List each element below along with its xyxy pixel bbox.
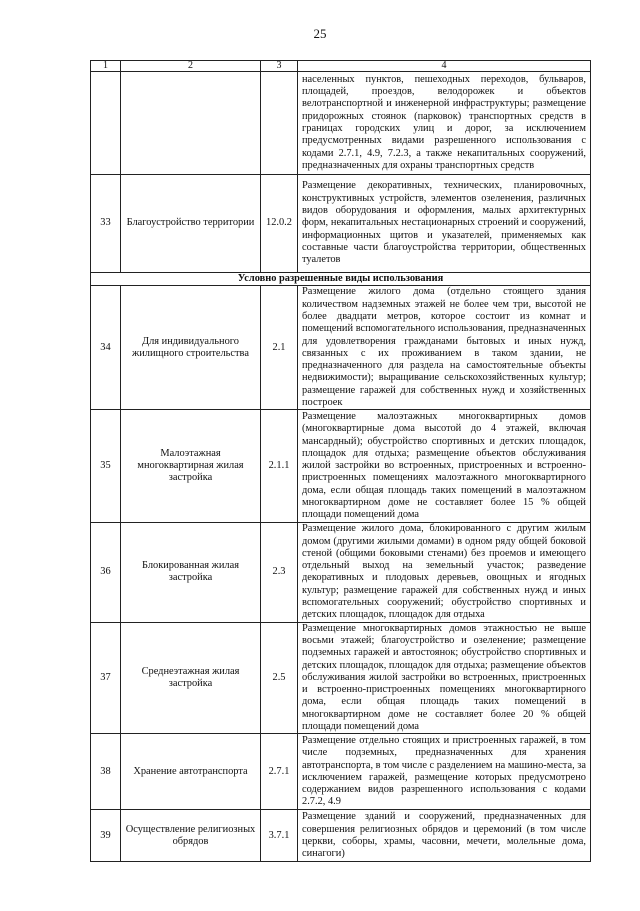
section-heading: Условно разрешенные виды использования: [91, 273, 591, 286]
row-description: Размещение многоквартирных домов этажностью не выше восьми этажей; благоустройство и озеленение; размещение подземных гаражей и автостоянок; обустройство спортивных и детских площадок, площадок для отдыха; размещение объектов обслуживания жилой застройки во встроенных, пристроенных и встроенно-пристроенных помещениях многоквартирного дома, если общая площадь таких помещений в многоквартирном доме не составляет более 20 % общей площади помещений дома: [298, 622, 591, 734]
table-row: [91, 410, 591, 523]
row-name: Среднеэтажная жилая застройка: [121, 622, 261, 734]
row-number: 37: [91, 622, 121, 734]
header-col-1: 1: [91, 61, 121, 72]
row-name: Благоустройство территории: [121, 175, 261, 273]
page-number: 25: [313, 26, 327, 41]
section-heading-row: [91, 273, 591, 286]
row-name: Осуществление религиозных обрядов: [121, 810, 261, 862]
row-description: Размещение жилого дома (отдельно стоящего здания количеством надземных этажей не более чем три, высотой не более двадцати метров, которое состоит из комнат и помещений вспомогательного использования, предназначенных для удовлетворения гражданами бытовых и иных нужд, связанных с их проживанием в таком здании, не предназначенного для раздела на самостоятельные объекты недвижимости); выращивание сельскохозяйственных культур; размещение гаражей для собственных нужд и хозяйственных построек: [298, 286, 591, 410]
table-row: [91, 734, 591, 810]
row-description: Размещение малоэтажных многоквартирных домов (многоквартирные дома высотой до 4 этажей, включая мансардный); обустройство спортивных и детских площадок, площадок для отдыха; размещение объектов обслуживания жилой застройки во встроенных, пристроенных и встроенно-пристроенных помещениях малоэтажного многоквартирного дома, если общая площадь таких помещений в малоэтажном многоквартирном доме не составляет более 15 % общей площади помещений дома: [298, 410, 591, 523]
table-row: [91, 622, 591, 734]
row-code: 2.1: [261, 286, 298, 410]
row-code: 2.5: [261, 622, 298, 734]
header-col-3: 3: [261, 61, 298, 72]
row-description: Размещение зданий и сооружений, предназначенных для совершения религиозных обрядов и церемоний (в том числе церкви, соборы, храмы, часовни, мечети, молельные дома, синагоги): [298, 810, 591, 862]
table-header-row: [91, 61, 591, 72]
table-row-continuation: [91, 72, 591, 175]
table-row: [91, 175, 591, 273]
table-row: [91, 523, 591, 622]
row-number: 35: [91, 410, 121, 523]
row-number: 36: [91, 523, 121, 622]
row-code: 12.0.2: [261, 175, 298, 273]
row-name: Для индивидуального жилищного строительства: [121, 286, 261, 410]
row-name: Малоэтажная многоквартирная жилая застройка: [121, 410, 261, 523]
row-code: 2.3: [261, 523, 298, 622]
row-description: Размещение декоративных, технических, планировочных, конструктивных устройств, элементов озеленения, различных видов оборудования и оформления, малых архитектурных форм, некапитальных нестационарных строений и сооружений, информационных щитов и указателей, применяемых как составные части благоустройства территории, общественных туалетов: [298, 175, 591, 273]
row-description: Размещение жилого дома, блокированного с другим жилым домом (другими жилыми домами) в одном ряду общей боковой стеной (общими боковыми стенами) без проемов и имеющего отдельный выход на земельный участок; разведение декоративных и плодовых деревьев, овощных и ягодных культур; размещение гаражей для собственных нужд и иных вспомогательных сооружений; обустройство спортивных и детских площадок, площадок для отдыха: [298, 523, 591, 622]
row-name: Блокированная жилая застройка: [121, 523, 261, 622]
table-row: [91, 810, 591, 862]
row-code: [261, 72, 298, 175]
table-row: [91, 286, 591, 410]
row-number: 38: [91, 734, 121, 810]
row-name: Хранение автотранспорта: [121, 734, 261, 810]
row-number: 39: [91, 810, 121, 862]
row-number: 33: [91, 175, 121, 273]
row-description: населенных пунктов, пешеходных переходов, бульваров, площадей, проездов, велодорожек и объектов велотранспортной и инженерной инфраструктуры; размещение придорожных стоянок (парковок) транспортных средств в границах городских улиц и дорог, за исключением предусмотренных видами разрешенного использования с кодами 2.7.1, 4.9, 7.2.3, а также некапитальных сооружений, предназначенных для охраны транспортных средств: [298, 72, 591, 175]
row-name: [121, 72, 261, 175]
row-number: 34: [91, 286, 121, 410]
header-col-2: 2: [121, 61, 261, 72]
row-code: 3.7.1: [261, 810, 298, 862]
row-number: [91, 72, 121, 175]
header-col-4: 4: [298, 61, 591, 72]
land-use-table: [90, 60, 591, 862]
row-code: 2.7.1: [261, 734, 298, 810]
row-code: 2.1.1: [261, 410, 298, 523]
row-description: Размещение отдельно стоящих и пристроенных гаражей, в том числе подземных, предназначенных для хранения автотранспорта, в том числе с разделением на машино-места, за исключением гаражей, размещение которых предусмотрено содержанием видов разрешенного использования с кодами 2.7.2, 4.9: [298, 734, 591, 810]
